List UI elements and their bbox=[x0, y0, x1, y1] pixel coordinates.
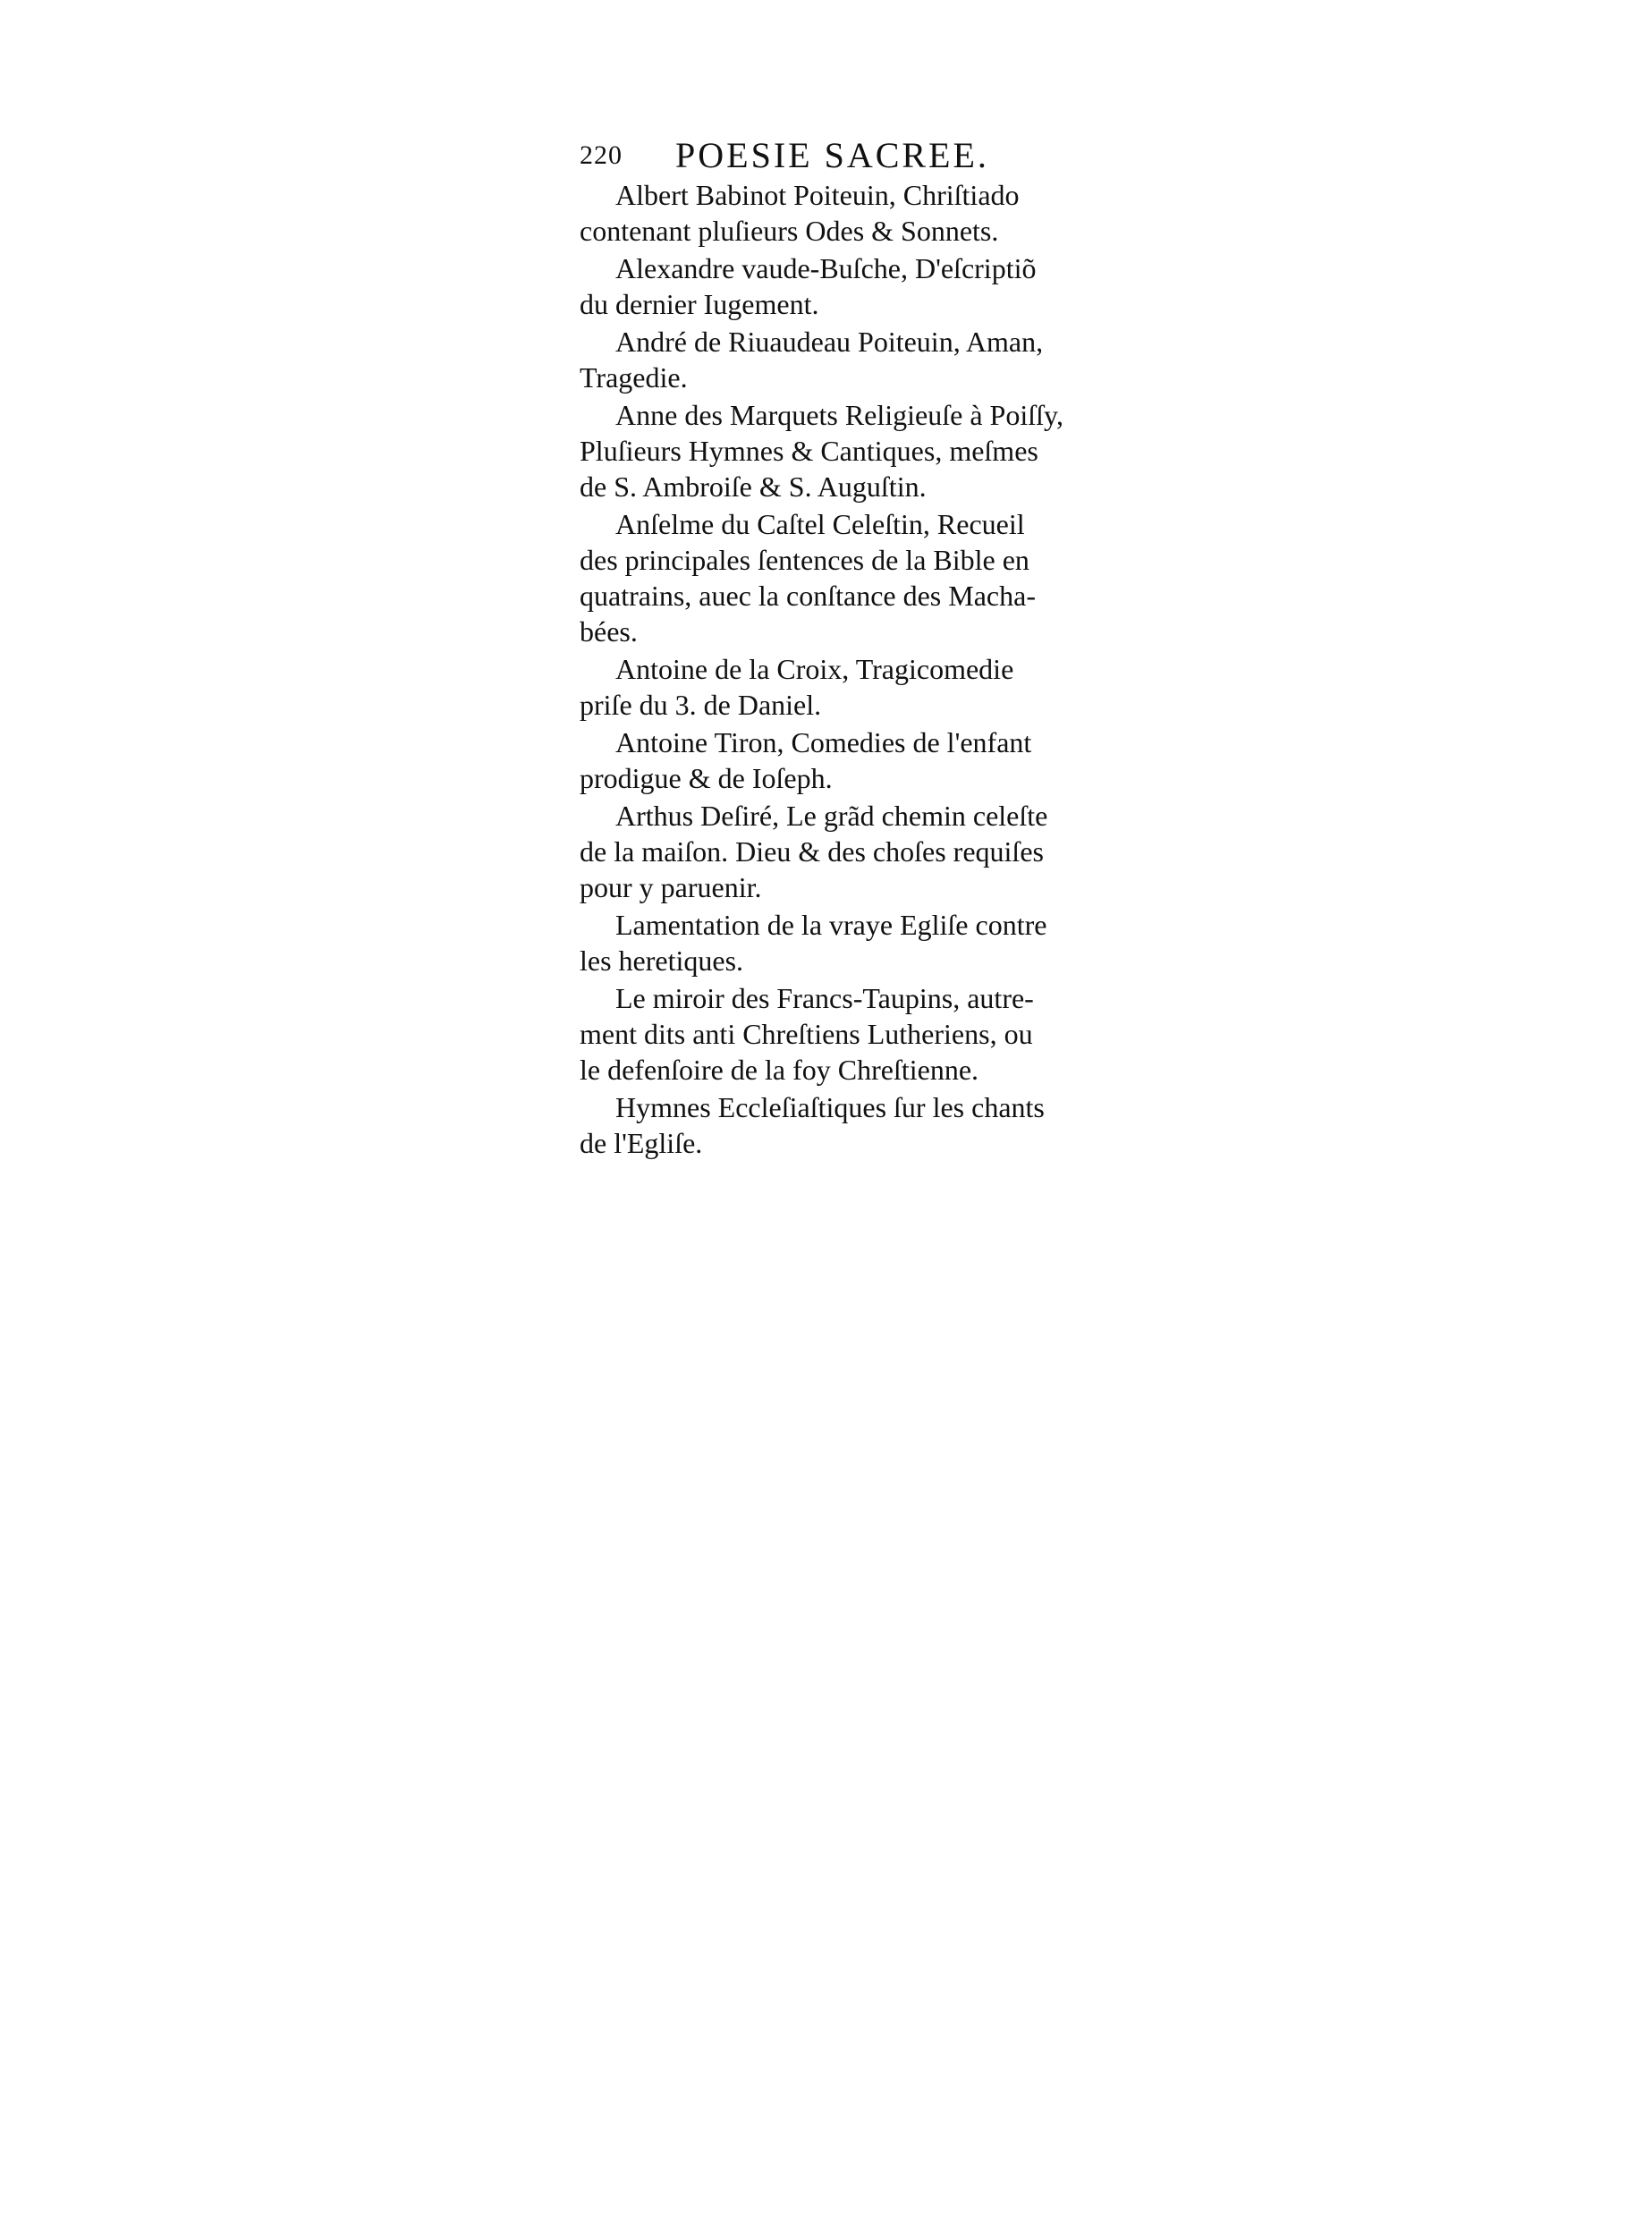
entry-list bbox=[572, 177, 1127, 1161]
bibliography-entry bbox=[572, 177, 1127, 249]
entry-line: de l'Egliſe. bbox=[580, 1127, 703, 1159]
entry-line: Anſelme du Caſtel Celeſtin, Recueil bbox=[615, 508, 1025, 540]
entry-line: le defenſoire de la foy Chreſtienne. bbox=[580, 1054, 979, 1086]
bibliography-entry bbox=[572, 907, 1127, 978]
bibliography-entry bbox=[572, 250, 1127, 322]
entry-line: Lamentation de la vraye Egliſe contre bbox=[615, 909, 1047, 941]
entry-line: de S. Ambroiſe & S. Auguſtin. bbox=[580, 470, 927, 503]
entry-line: Alexandre vaude-Buſche, D'eſcriptiõ bbox=[615, 252, 1037, 284]
bibliography-entry bbox=[572, 724, 1127, 796]
entry-line: ment dits anti Chreſtiens Lutheriens, ou bbox=[580, 1018, 1033, 1050]
text-block bbox=[572, 134, 1127, 1163]
bibliography-entry bbox=[572, 1089, 1127, 1161]
entry-line: contenant pluſieurs Odes & Sonnets. bbox=[580, 215, 999, 247]
running-head bbox=[572, 134, 1127, 177]
entry-line: prodigue & de Ioſeph. bbox=[580, 762, 833, 794]
entry-line: les heretiques. bbox=[580, 944, 744, 977]
entry-line: du dernier Iugement. bbox=[580, 288, 819, 320]
page-title: POESIE SACREE. bbox=[675, 135, 989, 175]
entry-line: Le miroir des Francs-Taupins, autre- bbox=[615, 982, 1034, 1014]
entry-line: priſe du 3. de Daniel. bbox=[580, 689, 822, 721]
bibliography-entry bbox=[572, 980, 1127, 1088]
entry-line: des principales ſentences de la Bible en bbox=[580, 544, 1029, 576]
entry-line: Antoine Tiron, Comedies de l'enfant bbox=[615, 726, 1032, 758]
entry-line: Arthus Deſiré, Le grãd chemin celeſte bbox=[615, 800, 1048, 832]
bibliography-entry bbox=[572, 506, 1127, 649]
entry-line: quatrains, auec la conſtance des Macha- bbox=[580, 580, 1036, 612]
entry-line: Pluſieurs Hymnes & Cantiques, meſmes bbox=[580, 435, 1038, 467]
bibliography-entry bbox=[572, 397, 1127, 504]
bibliography-entry bbox=[572, 798, 1127, 905]
entry-line: Anne des Marquets Religieuſe à Poiſſy, bbox=[615, 399, 1063, 431]
entry-line: de la maiſon. Dieu & des choſes requiſes bbox=[580, 835, 1044, 868]
entry-line: Hymnes Eccleſiaſtiques ſur les chants bbox=[615, 1091, 1045, 1123]
bibliography-entry bbox=[572, 324, 1127, 395]
bibliography-entry bbox=[572, 651, 1127, 723]
entry-line: Albert Babinot Poiteuin, Chriſtiado bbox=[615, 179, 1020, 211]
entry-line: Tragedie. bbox=[580, 361, 688, 394]
entry-line: pour y paruenir. bbox=[580, 871, 762, 903]
entry-line: bées. bbox=[580, 615, 638, 648]
entry-line: André de Riuaudeau Poiteuin, Aman, bbox=[615, 326, 1044, 358]
entry-line: Antoine de la Croix, Tragicomedie bbox=[615, 653, 1014, 685]
page-number: 220 bbox=[580, 140, 623, 170]
